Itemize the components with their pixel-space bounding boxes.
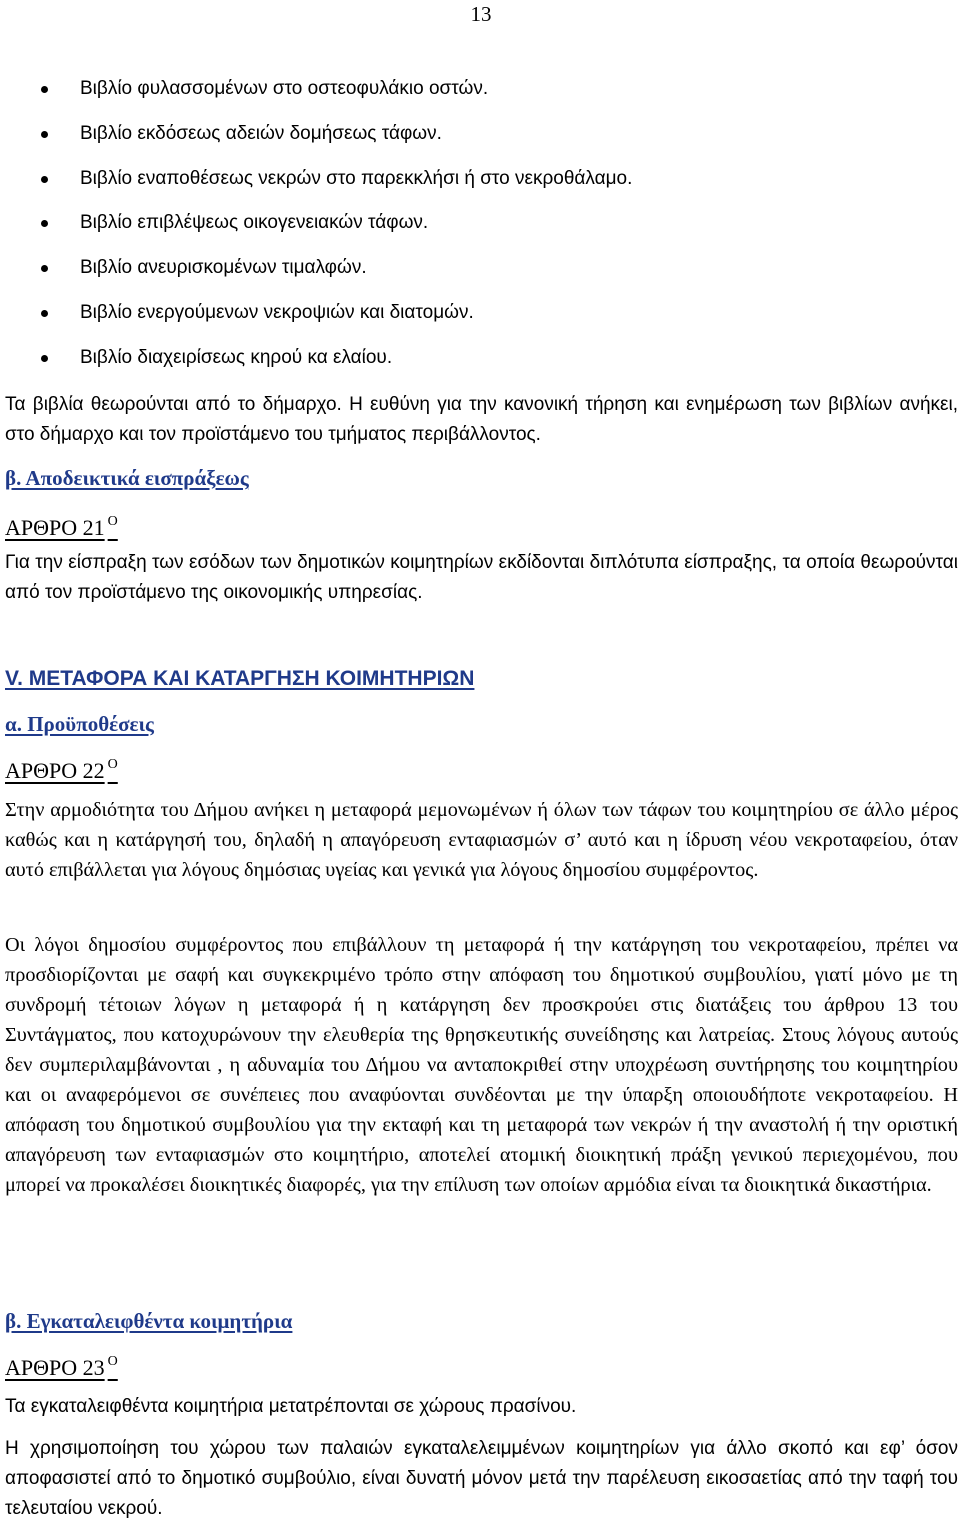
bullet-icon [41, 265, 48, 272]
list-item [0, 254, 632, 299]
list-item [0, 120, 632, 165]
books-paragraph: Τα βιβλία θεωρούνται από το δήμαρχο. Η ευθύνη για την κανονική τήρηση και ενημέρωση των βιβλίων ανήκει, στο δήμαρχο και τον προϊστάμενο του τμήματος περιβάλλοντος. [5, 394, 958, 445]
list-item [0, 344, 632, 389]
bullet-icon [41, 176, 48, 183]
list-item [0, 299, 632, 344]
list-item-text: Βιβλίο φυλασσομένων στο οστεοφυλάκιο οστών. [80, 78, 489, 99]
article-23-paragraph-1: Τα εγκαταλειφθέντα κοιμητήρια μετατρέπονται σε χώρους πρασίνου. [5, 1396, 577, 1417]
receipts-paragraph: Για την είσπραξη των εσόδων των δημοτικών κοιμητηρίων εκδίδονται διπλότυπα είσπραξης, τα οποία θεωρούνται από τον προϊστάμενο της οικονομικής υπηρεσίας. [5, 552, 958, 603]
chapter-v-heading: V. ΜΕΤΑΦΟΡΑ ΚΑΙ ΚΑΤΑΡΓΗΣΗ ΚΟΙΜΗΤΗΡΙΩΝ [5, 667, 475, 690]
book-list [0, 75, 632, 389]
list-item-text: Βιβλίο ενεργούμενων νεκροψιών και διατομών. [80, 301, 474, 323]
bullet-icon [41, 355, 48, 362]
article-22-sup: Ο [107, 757, 118, 772]
page-number: 13 [470, 2, 492, 26]
article-23-sup: Ο [107, 1354, 118, 1369]
list-item-text: Βιβλίο ανευρισκομένων τιμαλφών. [80, 257, 367, 279]
bullet-icon [41, 220, 48, 227]
prerequisites-heading: α. Προϋποθέσεις [5, 712, 154, 736]
list-item [0, 209, 632, 254]
article-21-title [5, 509, 958, 541]
article-23-paragraph-2: Η χρησιμοποίηση του χώρου των παλαιών εγκαταλελειμμένων κοιμητηρίων για άλλο σκοπό και εφ’ όσον αποφασιστεί από το δημοτικό συμβούλιο, είναι δυνατή μόνον μετά την παρέλευση εικοσαετίας από την ταφή του τελευταίου νεκρού. [5, 1438, 958, 1519]
bullet-icon [41, 131, 48, 138]
article-21-label: ΑΡΘΡΟ 21 [5, 515, 105, 540]
list-item-text: Βιβλίο διαχειρίσεως κηρού κα ελαίου. [80, 346, 393, 368]
abandoned-cemeteries-heading: β. Εγκαταλειφθέντα κοιμητήρια [5, 1309, 293, 1333]
bullet-icon [41, 86, 48, 93]
article-21-sup: Ο [107, 514, 118, 529]
article-22-paragraph-2: Οι λόγοι δημοσίου συμφέροντος που επιβάλλουν τη μεταφορά ή την κατάργηση του νεκροταφείου, πρέπει να προσδιορίζονται με σαφή και συγκεκριμένο τρόπο στην απόφαση του δημοτικού συμβουλίου, γιατί μόνο με τη συνδρομή τέτοιων λόγων η μεταφορά ή η κατάργηση δεν προσκρούει στις διατάξεις του άρθρου 13 του Συντάγματος, που κατοχυρώνουν την ελευθερία της θρησκευτικής συνείδησης και λατρείας. Στους λόγους αυτούς δεν συμπεριλαμβάνονται , η αδυναμία του Δήμου να ανταποκριθεί στην υποχρέωση συντήρησης του κοιμητηρίου και οι αναφερόμενοι σε συνέπειες που αναφύονται συνδέονται με την ύπαρξη οποιουδήποτε νεκροταφείου. Η απόφαση του δημοτικού συμβουλίου για την εκταφή και τη μεταφορά των νεκρών ή την αναστολή ή την οριστική απαγόρευση των ενταφιασμών στο κοιμητήριο, αποτελεί ατομική διοικητική πράξη γενικού περιεχομένου, που μπορεί να προκαλέσει διοικητικές διαφορές, για την επίλυση των οποίων αρμόδια είναι τα διοικητικά δικαστήρια. [5, 934, 958, 1196]
article-23-title [5, 1349, 958, 1381]
list-item-text: Βιβλίο εναποθέσεως νεκρών στο παρεκκλήσι ή στο νεκροθάλαμο. [80, 167, 633, 189]
list-item [0, 75, 632, 120]
receipts-heading: β. Αποδεικτικά εισπράξεως [5, 466, 249, 490]
list-item [0, 165, 632, 210]
article-22-label: ΑΡΘΡΟ 22 [5, 758, 105, 783]
list-item-text: Βιβλίο επιβλέψεως οικογενειακών τάφων. [80, 212, 429, 234]
article-22-paragraph-1: Στην αρμοδιότητα του Δήμου ανήκει η μεταφορά μεμονωμένων ή όλων των τάφων του κοιμητηρίου σε άλλο μέρος καθώς και η κατάργησή του, δηλαδή η απαγόρευση ενταφιασμών σ’ αυτό και η ίδρυση νέου νεκροταφείου, όταν αυτό επιβάλλεται για λόγους δημόσιας υγείας και γενικά για λόγους δημοσίου συμφέροντος. [5, 799, 958, 881]
article-22-title [5, 752, 958, 784]
list-item-text: Βιβλίο εκδόσεως αδειών δομήσεως τάφων. [80, 122, 442, 144]
bullet-icon [41, 310, 48, 317]
article-23-label: ΑΡΘΡΟ 23 [5, 1355, 105, 1380]
